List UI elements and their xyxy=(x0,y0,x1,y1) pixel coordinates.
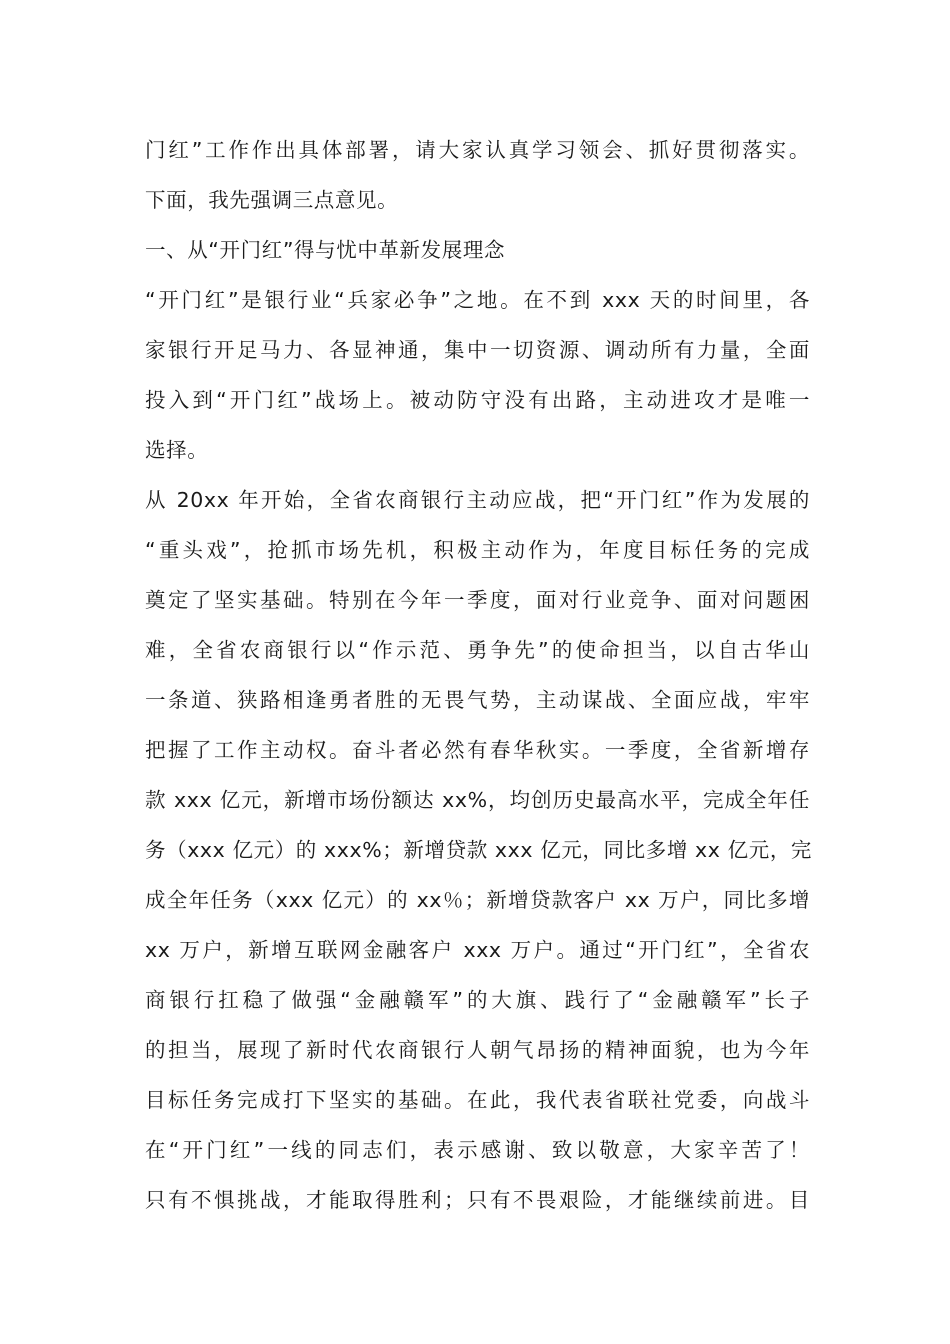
text-line: 把握了工作主动权。奋斗者必然有春华秋实。一季度，全省新增存 xyxy=(145,738,810,762)
text-line: “重头戏”，抢抓市场先机，积极主动作为，年度目标任务的完成 xyxy=(145,538,810,562)
text-line: “开门红”是银行业“兵家必争”之地。在不到 xxx 天的时间里，各 xyxy=(145,288,810,312)
text-line: 商银行扛稳了做强“金融赣军”的大旗、践行了“金融赣军”长子 xyxy=(145,988,810,1012)
text-line: 务（xxx 亿元）的 xxx%；新增贷款 xxx 亿元，同比多增 xx 亿元，完 xyxy=(145,838,813,862)
text-line: xx 万户，新增互联网金融客户 xxx 万户。通过“开门红”，全省农 xyxy=(145,938,810,962)
text-line: 款 xxx 亿元，新增市场份额达 xx%，均创历史最高水平，完成全年任 xyxy=(145,788,810,812)
text-line: 一条道、狭路相逢勇者胜的无畏气势，主动谋战、全面应战，牢牢 xyxy=(145,688,810,712)
text-line: 难，全省农商银行以“作示范、勇争先”的使命担当，以自古华山 xyxy=(145,638,810,662)
text-line: 投入到“开门红”战场上。被动防守没有出路，主动进攻才是唯一 xyxy=(145,388,810,412)
text-line: 奠定了坚实基础。特别在今年一季度，面对行业竞争、面对问题困 xyxy=(145,588,810,612)
text-line: 选择。 xyxy=(145,438,209,462)
text-line: 从 20xx 年开始，全省农商银行主动应战，把“开门红”作为发展的 xyxy=(145,488,810,512)
text-line: 成全年任务（xxx 亿元）的 xx％；新增贷款客户 xx 万户，同比多增 xyxy=(145,888,810,912)
text-line: 在“开门红”一线的同志们，表示感谢、致以敬意，大家辛苦了！ xyxy=(145,1138,810,1162)
text-line: 门红”工作作出具体部署，请大家认真学习领会、抓好贯彻落实。 xyxy=(145,138,810,162)
text-line: 只有不惧挑战，才能取得胜利；只有不畏艰险，才能继续前进。目 xyxy=(145,1188,810,1212)
text-line: 目标任务完成打下坚实的基础。在此，我代表省联社党委，向战斗 xyxy=(145,1088,810,1112)
text-line: 的担当，展现了新时代农商银行人朝气昂扬的精神面貌，也为今年 xyxy=(145,1038,810,1062)
text-line: 家银行开足马力、各显神通，集中一切资源、调动所有力量，全面 xyxy=(145,338,810,362)
section-heading: 一、从“开门红”得与忧中革新发展理念 xyxy=(145,238,506,262)
text-line: 下面，我先强调三点意见。 xyxy=(145,188,399,212)
